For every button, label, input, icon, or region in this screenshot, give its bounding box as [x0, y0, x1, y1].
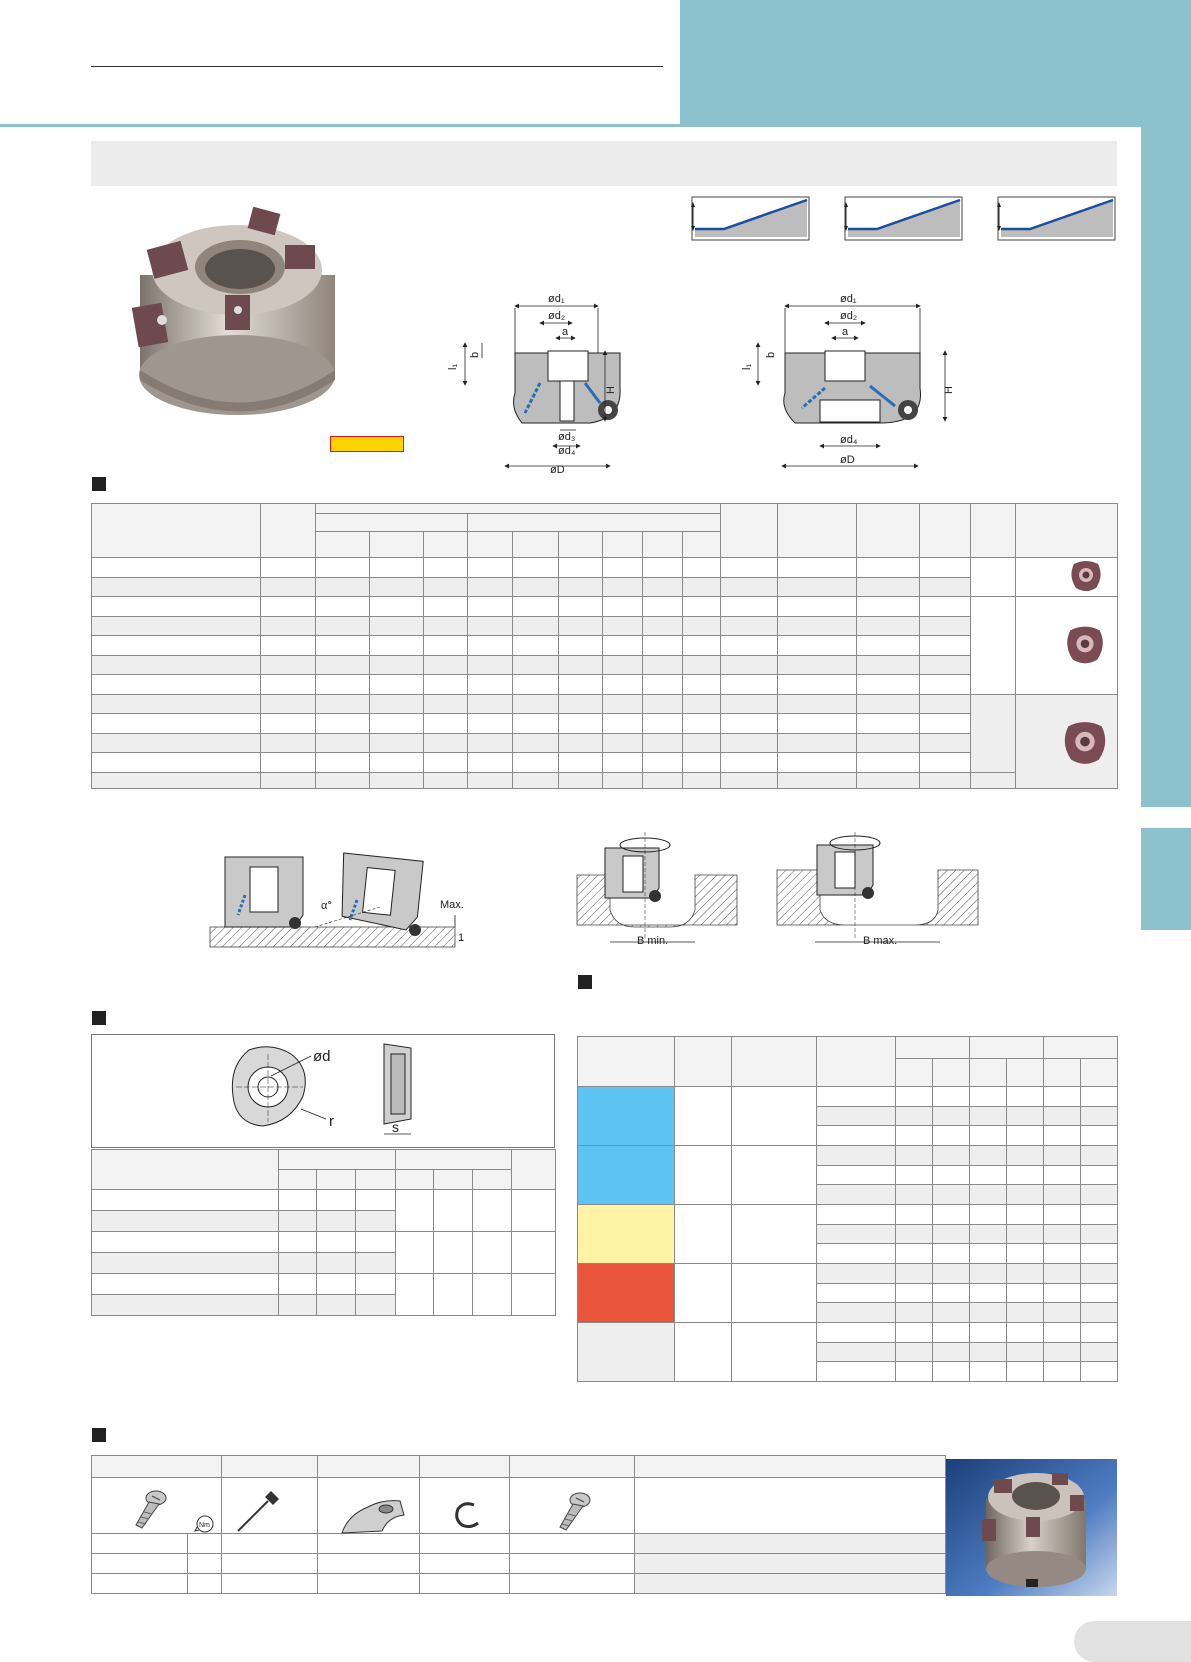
page-number-tab	[1074, 1621, 1191, 1662]
label-d2: ød₂	[548, 310, 566, 322]
label-d4: ød₄	[840, 434, 858, 446]
label-alpha: α°	[321, 900, 332, 912]
label-d2: ød₂	[840, 310, 858, 322]
black-square-icon	[92, 1428, 106, 1442]
label-insert-d: ød	[313, 1048, 331, 1065]
svg-text:Nm: Nm	[199, 1522, 210, 1529]
header-stripe	[0, 124, 1191, 127]
label-d4: ød₄	[558, 445, 576, 457]
torque-nm-icon	[194, 1513, 216, 1535]
label-one: 1	[458, 932, 465, 944]
side-tab-active[interactable]	[1141, 127, 1191, 807]
milling-profile-icon	[843, 196, 963, 241]
label-l1: l₁	[741, 363, 753, 370]
label-H: H	[605, 386, 617, 394]
label-insert-r: r	[329, 1113, 334, 1130]
material-group-cell	[578, 1323, 675, 1382]
material-group-cell	[578, 1146, 675, 1205]
insert-chip-icon	[1060, 718, 1110, 768]
header-band	[680, 0, 1191, 124]
label-H: H	[943, 386, 955, 394]
label-d3: ød₃	[558, 431, 576, 443]
label-l1: l₁	[447, 363, 459, 370]
bore-max-diagram	[775, 830, 980, 955]
insert-table	[91, 1149, 556, 1316]
label-bmax: B max.	[863, 935, 898, 947]
milling-profile-icon	[690, 196, 810, 241]
bore-min-diagram	[575, 830, 740, 955]
cutting-condition-table	[577, 1036, 1118, 1382]
material-group-cell	[578, 1205, 675, 1264]
snap-ring-icon	[450, 1497, 486, 1533]
face-mill-cutter-image	[130, 205, 350, 435]
label-b: b	[765, 351, 777, 358]
insert-chip-icon	[1068, 558, 1104, 594]
black-square-icon	[92, 1011, 106, 1025]
milling-profile-icon	[996, 196, 1116, 241]
label-d1: ød₁	[548, 293, 565, 305]
label-a: a	[562, 326, 569, 338]
arbor-bolt-icon	[553, 1490, 595, 1535]
material-group-cell	[578, 1264, 675, 1323]
title-bar	[91, 141, 1117, 186]
insert-dimension-diagram	[91, 1034, 555, 1148]
label-max: Max.	[440, 899, 464, 911]
insert-chip-icon	[1063, 623, 1107, 667]
cutter-dimension-diagram-large	[740, 288, 960, 483]
spare-parts-table	[91, 1455, 946, 1594]
label-D: øD	[840, 454, 855, 466]
material-group-cell	[578, 1087, 675, 1146]
black-square-icon	[578, 975, 592, 989]
label-d1: ød₁	[840, 293, 857, 305]
clamp-piece-icon	[338, 1495, 410, 1537]
face-mill-photo	[946, 1459, 1117, 1596]
label-bmin: B min.	[637, 935, 669, 947]
black-square-icon	[92, 477, 106, 491]
label-b: b	[469, 351, 481, 358]
header-rule	[91, 66, 663, 67]
ramping-diagram	[205, 845, 475, 950]
wrench-icon	[233, 1487, 283, 1537]
label-insert-s: s	[392, 1119, 399, 1135]
label-D: øD	[550, 464, 565, 476]
label-box	[330, 436, 404, 452]
label-a: a	[842, 326, 849, 338]
side-tab[interactable]	[1141, 828, 1191, 930]
cutter-dimension-diagram	[440, 288, 655, 483]
clamp-screw-icon	[130, 1488, 170, 1533]
cutter-table	[91, 503, 1118, 789]
